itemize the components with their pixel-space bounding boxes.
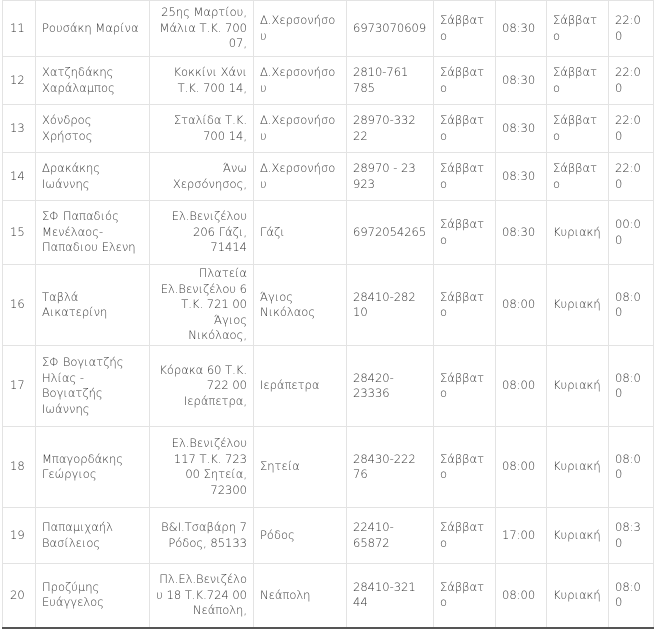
end-time-cell: 22:00 bbox=[609, 153, 654, 201]
pharmacy-table bbox=[2, 0, 654, 629]
phone-cell: 28420-23336 bbox=[347, 346, 434, 427]
table-row bbox=[3, 265, 654, 346]
area-cell: Σητεία bbox=[254, 427, 347, 508]
area-cell: Ιεράπετρα bbox=[254, 346, 347, 427]
address-cell: Άνω Χερσόνησος, bbox=[150, 153, 254, 201]
row-number-cell: 20 bbox=[3, 564, 36, 628]
pharmacist-name-cell: Χόνδρος Χρήστος bbox=[36, 105, 150, 153]
pharmacist-name-cell: Παπαμιχαήλ Βασίλειος bbox=[36, 508, 150, 564]
start-time-cell: 08:30 bbox=[496, 153, 547, 201]
table-row bbox=[3, 201, 654, 265]
area-cell: Δ.Χερσονήσου bbox=[254, 1, 347, 57]
start-time-cell: 08:00 bbox=[496, 346, 547, 427]
area-cell: Δ.Χερσονήσου bbox=[254, 153, 347, 201]
row-number-cell: 12 bbox=[3, 57, 36, 105]
pharmacist-name-cell: Ρουσάκη Μαρίνα bbox=[36, 1, 150, 57]
start-day-cell: Σάββατο bbox=[434, 508, 496, 564]
pharmacist-name-cell: Δρακάκης Ιωάννης bbox=[36, 153, 150, 201]
start-time-cell: 08:30 bbox=[496, 105, 547, 153]
row-number-cell: 16 bbox=[3, 265, 36, 346]
area-cell: Νεάπολη bbox=[254, 564, 347, 628]
phone-cell: 28430-222 76 bbox=[347, 427, 434, 508]
end-day-cell: Σάββατο bbox=[547, 105, 609, 153]
start-time-cell: 08:30 bbox=[496, 201, 547, 265]
row-number-cell: 14 bbox=[3, 153, 36, 201]
phone-cell: 28970 - 23 923 bbox=[347, 153, 434, 201]
end-time-cell: 22:00 bbox=[609, 1, 654, 57]
address-cell: Ελ.Βενιζέλου 206 Γάζι, 71414 bbox=[150, 201, 254, 265]
end-time-cell: 08:00 bbox=[609, 346, 654, 427]
phone-cell: 28970-332 22 bbox=[347, 105, 434, 153]
area-cell: Δ.Χερσονήσου bbox=[254, 105, 347, 153]
end-day-cell: Κυριακή bbox=[547, 508, 609, 564]
row-number-cell: 11 bbox=[3, 1, 36, 57]
pharmacist-name-cell: Χατζηδάκης Χαράλαμπος bbox=[36, 57, 150, 105]
start-day-cell: Σάββατο bbox=[434, 265, 496, 346]
end-day-cell: Κυριακή bbox=[547, 201, 609, 265]
start-day-cell: Σάββατο bbox=[434, 427, 496, 508]
pharmacist-name-cell: Μπαγορδάκης Γεώργιος bbox=[36, 427, 150, 508]
table-row bbox=[3, 508, 654, 564]
address-cell: Κόρακα 60 Τ.Κ. 722 00 Ιεράπετρα, bbox=[150, 346, 254, 427]
end-time-cell: 22:00 bbox=[609, 57, 654, 105]
start-day-cell: Σάββατο bbox=[434, 153, 496, 201]
row-number-cell: 17 bbox=[3, 346, 36, 427]
phone-cell: 2810-761 785 bbox=[347, 57, 434, 105]
table-row bbox=[3, 57, 654, 105]
table-row bbox=[3, 1, 654, 57]
address-cell: 25ης Μαρτίου, Μάλια Τ.Κ. 700 07, bbox=[150, 1, 254, 57]
end-day-cell: Σάββατο bbox=[547, 57, 609, 105]
phone-cell: 6972054265 bbox=[347, 201, 434, 265]
area-cell: Γάζι bbox=[254, 201, 347, 265]
start-time-cell: 08:00 bbox=[496, 564, 547, 628]
table-row bbox=[3, 427, 654, 508]
table-row bbox=[3, 346, 654, 427]
address-cell: Β&Ι.Τσαβάρη 7 Ρόδος, 85133 bbox=[150, 508, 254, 564]
address-cell: Κοκκίνι Χάνι Τ.Κ. 700 14, bbox=[150, 57, 254, 105]
row-number-cell: 18 bbox=[3, 427, 36, 508]
start-day-cell: Σάββατο bbox=[434, 1, 496, 57]
row-number-cell: 19 bbox=[3, 508, 36, 564]
start-time-cell: 08:30 bbox=[496, 1, 547, 57]
row-number-cell: 15 bbox=[3, 201, 36, 265]
start-time-cell: 08:00 bbox=[496, 265, 547, 346]
end-time-cell: 08:30 bbox=[609, 508, 654, 564]
end-time-cell: 08:00 bbox=[609, 427, 654, 508]
pharmacist-name-cell: ΣΦ Παπαδιός Μενέλαος-Παπαδιου Ελενη bbox=[36, 201, 150, 265]
pharmacist-name-cell: Προζύμης Ευάγγελος bbox=[36, 564, 150, 628]
start-day-cell: Σάββατο bbox=[434, 564, 496, 628]
end-day-cell: Κυριακή bbox=[547, 427, 609, 508]
start-day-cell: Σάββατο bbox=[434, 201, 496, 265]
address-cell: Πλατεία Ελ.Βενιζέλου 6 Τ.Κ. 721 00 Άγιος Νικόλαος, bbox=[150, 265, 254, 346]
end-day-cell: Σάββατο bbox=[547, 153, 609, 201]
row-number-cell: 13 bbox=[3, 105, 36, 153]
start-time-cell: 08:30 bbox=[496, 57, 547, 105]
end-time-cell: 08:00 bbox=[609, 265, 654, 346]
end-time-cell: 00:00 bbox=[609, 201, 654, 265]
phone-cell: 28410-282 10 bbox=[347, 265, 434, 346]
area-cell: Δ.Χερσονήσου bbox=[254, 57, 347, 105]
end-day-cell: Κυριακή bbox=[547, 564, 609, 628]
pharmacist-name-cell: Ταβλά Αικατερίνη bbox=[36, 265, 150, 346]
area-cell: Ρόδος bbox=[254, 508, 347, 564]
start-day-cell: Σάββατο bbox=[434, 57, 496, 105]
address-cell: Ελ.Βενιζέλου 117 Τ.Κ. 723 00 Σητεία, 72300 bbox=[150, 427, 254, 508]
phone-cell: 22410-65872 bbox=[347, 508, 434, 564]
address-cell: Σταλίδα Τ.Κ. 700 14, bbox=[150, 105, 254, 153]
end-time-cell: 22:00 bbox=[609, 105, 654, 153]
end-day-cell: Σάββατο bbox=[547, 1, 609, 57]
start-day-cell: Σάββατο bbox=[434, 346, 496, 427]
start-time-cell: 08:00 bbox=[496, 427, 547, 508]
table-row bbox=[3, 564, 654, 628]
start-time-cell: 17:00 bbox=[496, 508, 547, 564]
table-row bbox=[3, 153, 654, 201]
end-day-cell: Κυριακή bbox=[547, 346, 609, 427]
area-cell: Άγιος Νικόλαος bbox=[254, 265, 347, 346]
end-day-cell: Κυριακή bbox=[547, 265, 609, 346]
end-time-cell: 08:00 bbox=[609, 564, 654, 628]
start-day-cell: Σάββατο bbox=[434, 105, 496, 153]
phone-cell: 6973070609 bbox=[347, 1, 434, 57]
pharmacist-name-cell: ΣΦ Βογιατζής Ηλίας - Βογιατζής Ιωάννης bbox=[36, 346, 150, 427]
address-cell: Πλ.Ελ.Βενιζέλου 18 Τ.Κ.724 00 Νεάπολη, bbox=[150, 564, 254, 628]
phone-cell: 28410-321 44 bbox=[347, 564, 434, 628]
table-row bbox=[3, 105, 654, 153]
